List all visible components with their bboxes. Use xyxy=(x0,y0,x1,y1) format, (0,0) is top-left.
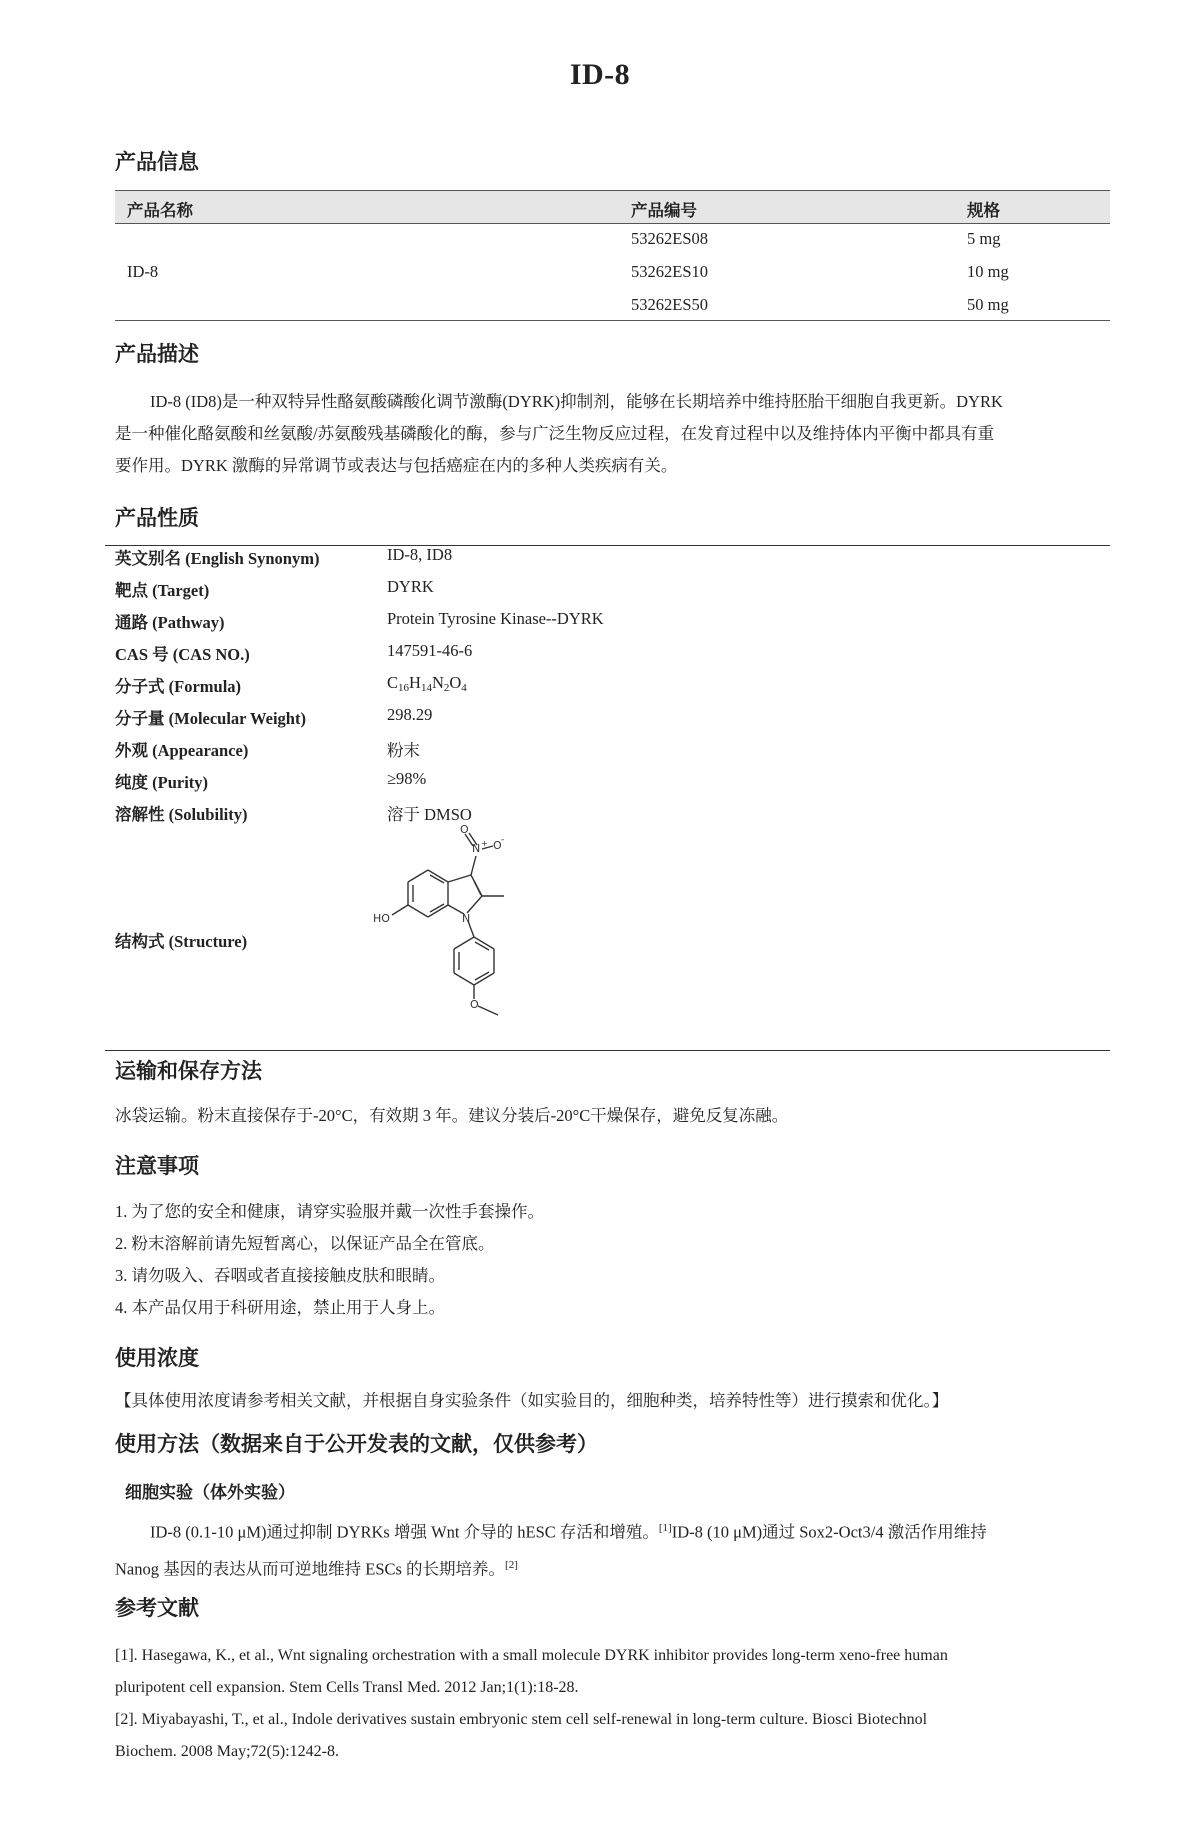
property-value: 147591-46-6 xyxy=(387,641,473,660)
shipping-text: 冰袋运输。粉末直接保存于-20°C，有效期 3 年。建议分装后-20°C干燥保存，避免反复冻融。 xyxy=(115,1106,789,1125)
reference-line: Biochem. 2008 May;72(5):1242-8. xyxy=(115,1743,339,1760)
property-row xyxy=(115,577,1110,609)
property-row xyxy=(115,801,1110,833)
property-key: 结构式 (Structure) xyxy=(115,932,248,951)
property-row xyxy=(115,641,1110,673)
references-list xyxy=(115,1640,1100,1768)
product-size-cell: 50 mg xyxy=(967,295,1009,314)
product-info-table-header xyxy=(115,190,1110,224)
svg-text:N: N xyxy=(462,912,471,925)
description-line: ID-8 (ID8)是一种双特异性酪氨酸磷酸化调节激酶(DYRK)抑制剂，能够在长期培养中维持胚胎干细胞自我更新。DYRK xyxy=(150,392,1003,411)
usage-line: Nanog 基因的表达从而可逆地维持 ESCs 的长期培养。[2] xyxy=(115,1558,518,1578)
page-title: ID-8 xyxy=(569,58,631,91)
section-subheading-cell-experiment: 细胞实验（体外实验） xyxy=(125,1483,295,1502)
citation-ref: [1] xyxy=(658,1522,672,1534)
property-value: 298.29 xyxy=(387,705,433,724)
properties-bottom-rule xyxy=(105,1050,1110,1051)
svg-text:O: O xyxy=(493,839,502,852)
property-key: 溶解性 (Solubility) xyxy=(115,805,248,824)
product-info-table xyxy=(115,190,1110,320)
header-product-name: 产品名称 xyxy=(127,201,193,220)
product-size-cell: 10 mg xyxy=(967,262,1009,281)
section-heading-references: 参考文献 xyxy=(115,1596,199,1620)
product-code-cell: 53262ES10 xyxy=(631,262,709,281)
section-heading-properties: 产品性质 xyxy=(115,506,199,530)
chemical-structure-image xyxy=(370,825,570,1040)
list-item: 2. 粉末溶解前请先短暂离心，以保证产品全在管底。 xyxy=(115,1234,495,1253)
section-heading-notes: 注意事项 xyxy=(115,1154,199,1178)
description-line: 要作用。DYRK 激酶的异常调节或表达与包括癌症在内的多种人类疾病有关。 xyxy=(115,456,678,475)
list-item: 4. 本产品仅用于科研用途，禁止用于人身上。 xyxy=(115,1298,445,1317)
svg-text:O: O xyxy=(460,825,469,836)
svg-text:-: - xyxy=(501,835,505,845)
citation-ref: [2] xyxy=(505,1558,518,1571)
svg-text:O: O xyxy=(470,998,479,1011)
svg-text:HO: HO xyxy=(373,912,390,925)
notes-list xyxy=(115,1196,1100,1324)
description-line: 是一种催化酪氨酸和丝氨酸/苏氨酸残基磷酸化的酶，参与广泛生物反应过程，在发育过程中以及维持体内平衡中都具有重 xyxy=(115,424,995,443)
property-key: CAS 号 (CAS NO.) xyxy=(115,645,250,664)
property-key: 靶点 (Target) xyxy=(115,581,210,600)
section-heading-description: 产品描述 xyxy=(115,342,199,366)
table-bottom-rule xyxy=(115,320,1110,321)
property-row xyxy=(115,769,1110,801)
property-value: 粉末 xyxy=(387,741,420,760)
property-key: 分子式 (Formula) xyxy=(115,677,242,696)
reference-line: [1]. Hasegawa, K., et al., Wnt signaling orchestration with a small molecule DYRK inhibitor provides long-term xeno-free human xyxy=(115,1647,948,1664)
property-key: 分子量 (Molecular Weight) xyxy=(115,709,306,728)
concentration-text: 【具体使用浓度请参考相关文献，并根据自身实验条件（如实验目的，细胞种类，培养特性等）进行摸索和优化。】 xyxy=(115,1391,949,1410)
list-item: 1. 为了您的安全和健康，请穿实验服并戴一次性手套操作。 xyxy=(115,1202,544,1221)
product-name-cell: ID-8 xyxy=(127,262,159,281)
list-item: 3. 请勿吸入、吞咽或者直接接触皮肤和眼睛。 xyxy=(115,1266,445,1285)
header-product-size: 规格 xyxy=(967,201,1000,220)
description-paragraph xyxy=(115,386,1100,482)
section-heading-product-info: 产品信息 xyxy=(115,150,199,174)
property-row xyxy=(115,737,1110,769)
property-value: Protein Tyrosine Kinase--DYRK xyxy=(387,609,604,628)
property-value: ≥98% xyxy=(387,769,427,788)
reference-line: [2]. Miyabayashi, T., et al., Indole derivatives sustain embryonic stem cell self-renewal in long-term culture. Biosci Biotechnol xyxy=(115,1711,928,1728)
header-product-code: 产品编号 xyxy=(631,201,697,220)
section-heading-shipping: 运输和保存方法 xyxy=(115,1059,262,1083)
svg-text:+: + xyxy=(481,839,488,848)
usage-paragraph xyxy=(115,1512,1100,1585)
product-code-cell: 53262ES08 xyxy=(631,229,709,248)
section-heading-concentration: 使用浓度 xyxy=(115,1346,199,1370)
product-code-cell: 53262ES50 xyxy=(631,295,709,314)
property-key: 通路 (Pathway) xyxy=(115,613,225,632)
property-value: ID-8, ID8 xyxy=(387,545,453,564)
property-row xyxy=(115,673,1110,705)
product-size-cell: 5 mg xyxy=(967,229,1001,248)
property-row xyxy=(115,928,1110,960)
property-key: 英文别名 (English Synonym) xyxy=(115,549,320,568)
property-value: DYRK xyxy=(387,577,434,596)
property-row xyxy=(115,609,1110,641)
reference-line: pluripotent cell expansion. Stem Cells Transl Med. 2012 Jan;1(1):18-28. xyxy=(115,1679,579,1696)
property-value: 溶于 DMSO xyxy=(387,805,472,824)
property-key: 外观 (Appearance) xyxy=(115,741,249,760)
svg-text:N: N xyxy=(472,842,481,855)
section-heading-usage: 使用方法（数据来自于公开发表的文献，仅供参考） xyxy=(115,1432,598,1456)
property-row xyxy=(115,705,1110,737)
property-key: 纯度 (Purity) xyxy=(115,773,209,792)
property-row xyxy=(115,545,1110,577)
usage-line: ID-8 (0.1-10 μM)通过抑制 DYRKs 增强 Wnt 介导的 hESC 存活和增殖。[1]ID-8 (10 μM)通过 Sox2-Oct3/4 激活作用维持 xyxy=(150,1522,987,1542)
molecular-formula: $C_{16}H_{14}N_2O_4$ xyxy=(387,673,467,694)
